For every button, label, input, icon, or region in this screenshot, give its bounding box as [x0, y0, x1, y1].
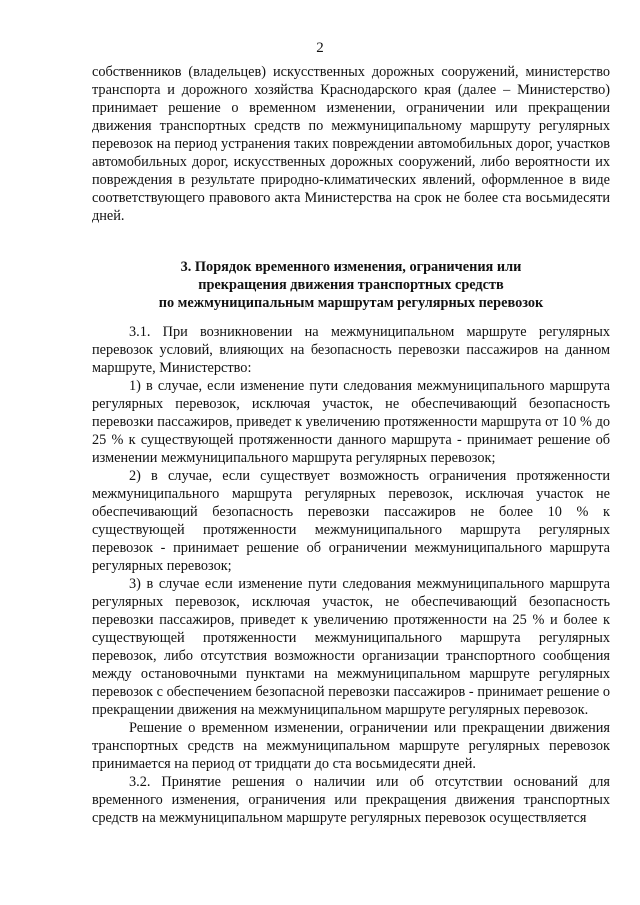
section-body — [92, 323, 610, 827]
intro-paragraph: собственников (владельцев) искусственных дорожных сооружений, министерство транспорта и дорожного хозяйства Краснодарского края (далее – Министерство) принимает решение о временном изменении, ограничении или прекращении движения транспортных средств по межмуниципальному маршруту регулярных перевозок на период устранения таких повреждении автомобильных дорог, участков автомобильных дорог, искусственных дорожных сооружений, либо вероятности их повреждения в результате природно-климатических явлений, оформленное в виде соответствующего правового акта Министерства на срок не более ста восьмидесяти дней. — [92, 64, 610, 224]
section-heading-line-1: 3. Порядок временного изменения, ограничения или — [180, 259, 522, 275]
paragraph-3-2: 3.2. Принятие решения о наличии или об отсутствии оснований для временного изменения, ограничения или прекращения движения транспортных средств на межмуниципальном маршруте регулярных перевозок осуществляется — [92, 774, 610, 826]
section-heading-line-3: по межмуниципальным маршрутам регулярных перевозок — [158, 295, 544, 311]
paragraph-item-3: 3) в случае если изменение пути следования межмуниципального маршрута регулярных перевозок, исключая участок, не обеспечивающий безопасность перевозки пассажиров, приведет к увеличению протяженности на 25 % и более к существующей протяженности межмуниципального маршрута регулярных перевозок, либо отсутствия возможности организации транспортного сообщения между остановочными пунктами на межмуниципальном маршруте регулярных перевозок с обеспечением безопасной перевозки пассажиров - принимает решение о прекращении движения на межмуниципальном маршруте регулярных перевозок. — [92, 576, 610, 718]
paragraph-item-2: 2) в случае, если существует возможность ограничения протяженности межмуниципального маршрута регулярных перевозок, исключая участок не обеспечивающий безопасность перевозки пассажиров не более 10 % к существующей протяженности межмуниципального маршрута регулярных перевозок - принимает решение об ограничении межмуниципального маршрута регулярных перевозок; — [92, 468, 610, 574]
paragraph-item-1: 1) в случае, если изменение пути следования межмуниципального маршрута регулярных перевозок, исключая участок, не обеспечивающий безопасность перевозки пассажиров, приведет к увеличению протяженности маршрута от 10 % до 25 % к существующей протяженности данного маршрута - принимает решение об изменении межмуниципального маршрута регулярных перевозок; — [92, 378, 610, 466]
paragraph-3-1: 3.1. При возникновении на межмуниципальном маршруте регулярных перевозок условий, влияющих на безопасность перевозки пассажиров на данном маршруте, Министерство: — [92, 324, 610, 376]
section-heading-line-2: прекращения движения транспортных средств — [198, 277, 504, 293]
paragraph-decision-period: Решение о временном изменении, ограничении или прекращении движения транспортных средств на межмуниципальном маршруте регулярных перевозок принимается на период от тридцати до ста восьмидесяти дней. — [92, 720, 610, 772]
section-heading — [92, 258, 610, 312]
page-number: 2 — [316, 40, 324, 56]
